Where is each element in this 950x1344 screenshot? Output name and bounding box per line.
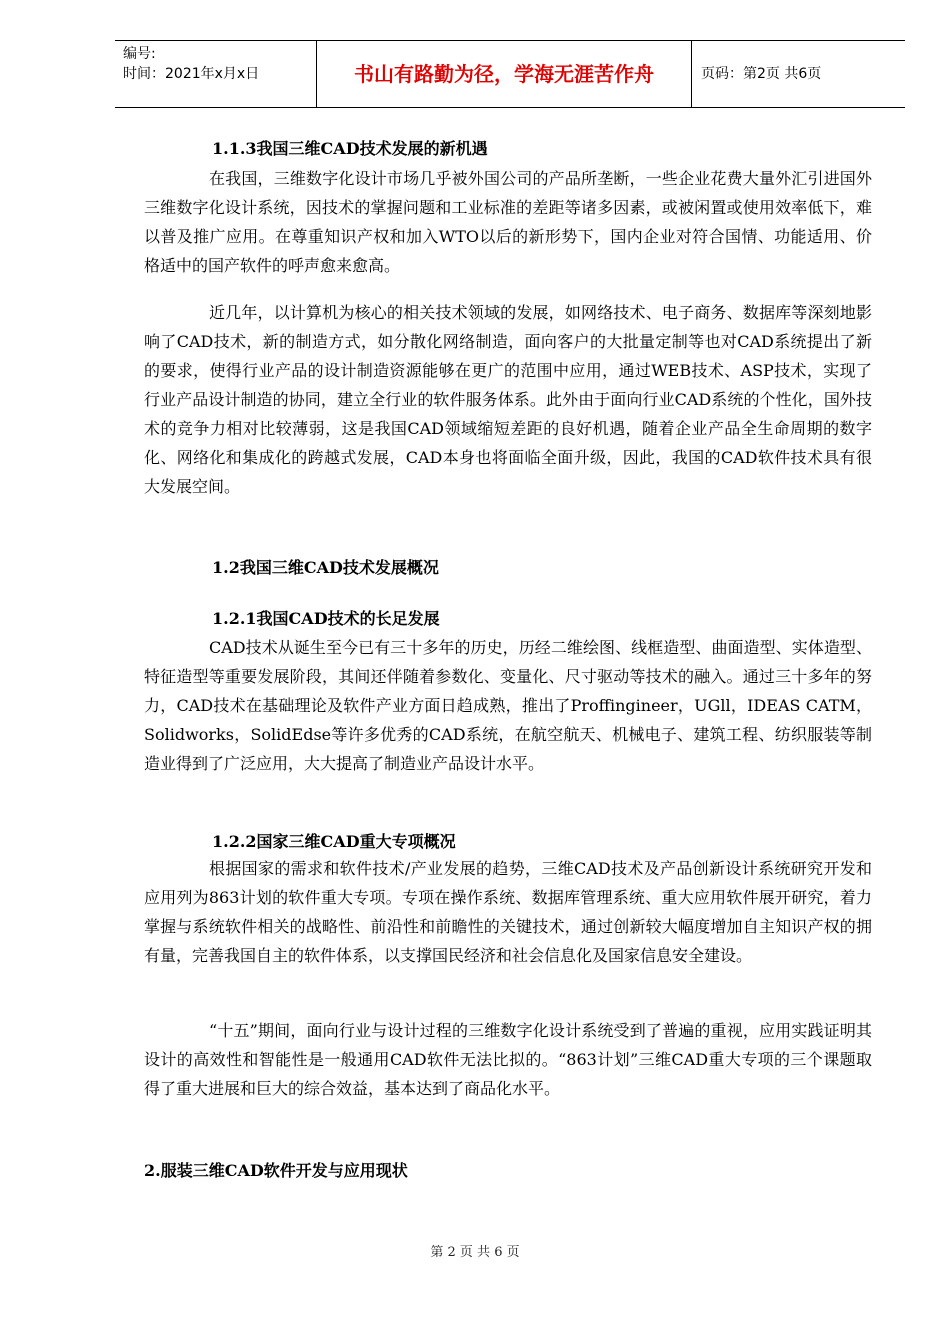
paragraph-1: 在我国，三维数字化设计市场几乎被外国公司的产品所垄断，一些企业花费大量外汇引进国外三维数字化设计系统，因技术的掌握问题和工业标准的差距等诸多因素，或被闲置或使用效率低下，难以普及推广应用。在尊重知识产权和加入WTO以后的新形势下，国内企业对符合国情、功能适用、价格适中的国产软件的呼声愈来愈高。: [144, 169, 872, 275]
page-label: 页码：第2页 共6页: [701, 66, 822, 82]
time-label: 时间：2021年x月x日: [123, 66, 260, 82]
heading-2: 2.服装三维CAD软件开发与应用现状: [144, 1161, 408, 1180]
page-header: [115, 40, 905, 108]
header-info-cell: [115, 41, 316, 107]
heading-1-1-3: 1.1.3我国三维CAD技术发展的新机遇: [212, 139, 488, 158]
header-page-cell: [691, 41, 905, 107]
paragraph-5: “十五”期间，面向行业与设计过程的三维数字化设计系统受到了普遍的重视，应用实践证明其设计的高效性和智能性是一般通用CAD软件无法比拟的。“863计划”三维CAD重大专项的三个课题取得了重大进展和巨大的综合效益，基本达到了商品化水平。: [144, 1021, 872, 1098]
motto-text: 书山有路勤为径，学海无涯苦作舟: [354, 62, 654, 86]
paragraph-2: 近几年，以计算机为核心的相关技术领域的发展，如网络技术、电子商务、数据库等深刻地影响了CAD技术，新的制造方式，如分散化网络制造，面向客户的大批量定制等也对CAD系统提出了新的要求，使得行业产品的设计制造资源能够在更广的范围中应用，通过WEB技术、ASP技术，实现了行业产品设计制造的协同，建立全行业的软件服务体系。此外由于面向行业CAD系统的个性化，国外技术的竞争力相对比较薄弱，这是我国CAD领域缩短差距的良好机遇，随着企业产品全生命周期的数字化、网络化和集成化的跨越式发展，CAD本身也将面临全面升级，因此，我国的CAD软件技术具有很大发展空间。: [144, 303, 872, 496]
heading-1-2-1: 1.2.1我国CAD技术的长足发展: [212, 609, 440, 628]
paragraph-3: CAD技术从诞生至今已有三十多年的历史，历经二维绘图、线框造型、曲面造型、实体造型、特征造型等重要发展阶段，其间还伴随着参数化、变量化、尺寸驱动等技术的融入。通过三十多年的努力，CAD技术在基础理论及软件产业方面日趋成熟，推出了Proffingineer，UGll，IDEAS CATM，Solidworks，SolidEdse等许多优秀的CAD系统，在航空航天、机械电子、建筑工程、纺织服装等制造业得到了广泛应用，大大提高了制造业产品设计水平。: [144, 638, 872, 773]
heading-1-2: 1.2我国三维CAD技术发展概况: [212, 558, 439, 577]
heading-1-2-2: 1.2.2国家三维CAD重大专项概况: [212, 832, 456, 851]
paragraph-4: 根据国家的需求和软件技术/产业发展的趋势，三维CAD技术及产品创新设计系统研究开发和应用列为863计划的软件重大专项。专项在操作系统、数据库管理系统、重大应用软件展开研究，着力掌握与系统软件相关的战略性、前沿性和前瞻性的关键技术，通过创新较大幅度增加自主知识产权的拥有量，完善我国自主的软件体系，以支撑国民经济和社会信息化及国家信息安全建设。: [144, 859, 872, 965]
header-motto-cell: [316, 41, 692, 107]
code-label: 编号:: [123, 46, 156, 62]
page-footer: 第 2 页 共 6 页: [430, 1245, 520, 1260]
